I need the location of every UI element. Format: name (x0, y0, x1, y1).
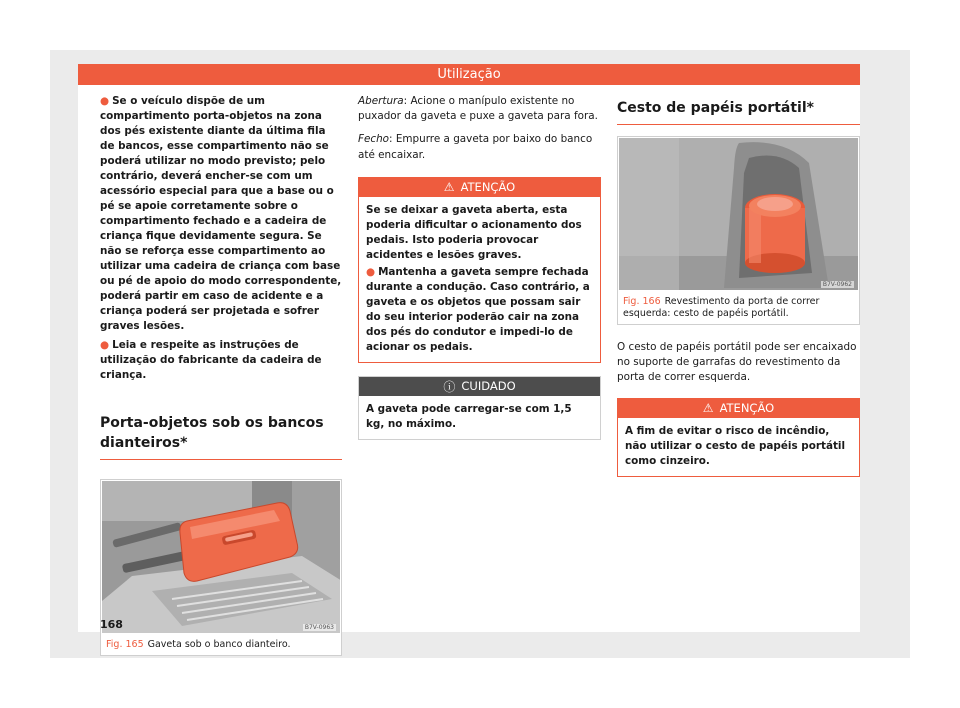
caution-text: A gaveta pode carregar-se com 1,5 kg, no máximo. (366, 402, 572, 430)
bullet-text: Leia e respeite as instruções de utilização do fabricante da cadeira de criança. (100, 339, 322, 381)
section-header (78, 64, 860, 85)
warning-title: ATENÇÃO (719, 401, 775, 416)
warning-box (358, 177, 601, 363)
column-middle (358, 94, 601, 440)
column-left (100, 94, 342, 656)
figure-code: B7V-0962 (822, 281, 852, 288)
caution-box (358, 376, 601, 440)
caution-body (359, 396, 600, 439)
figure-caption (101, 634, 341, 655)
bullet-paragraph (100, 338, 342, 383)
warning-bullet (366, 265, 593, 355)
column-right (617, 94, 860, 477)
warning-title: ATENÇÃO (460, 180, 516, 195)
figure-caption (618, 291, 859, 324)
bullet-paragraph (100, 94, 342, 334)
figure-caption-text: Gaveta sob o banco dianteiro. (147, 639, 291, 650)
waste-bin-illustration (619, 138, 858, 290)
close-label: Fecho (358, 133, 390, 146)
open-text: : Acione o manípulo existente no puxador da gaveta e puxe a gaveta para fora. (358, 95, 598, 123)
warning-body (359, 197, 600, 362)
warning-text: Se se deixar a gaveta aberta, esta poderia dificultar o acionamento dos pedais. Isto poderia provocar acidentes e lesões graves. (366, 203, 582, 261)
section-title: Porta-objetos sob os bancos dianteiros* (100, 413, 342, 460)
figure-number: Fig. 165 (106, 639, 144, 650)
figure-image-drawer (102, 481, 340, 633)
bullet-icon: ● (100, 95, 110, 107)
closing-instructions (358, 132, 601, 162)
warning-bullet-text: Mantenha a gaveta sempre fechada durante a condução. Caso contrário, a gaveta e os objetos que possam sair do seu interior poderão cair na zona dos pés do condutor e impedi-lo de acionar os pedais. (366, 265, 590, 353)
figure-165 (100, 479, 342, 656)
figure-image-bin (619, 138, 858, 290)
figure-166 (617, 136, 860, 325)
figure-code: B7V-0963 (304, 624, 334, 631)
bullet-icon: ● (366, 265, 376, 278)
warning-text: A fim de evitar o risco de incêndio, não utilizar o cesto de papéis portátil como cinzeiro. (625, 424, 846, 467)
body-paragraph: O cesto de papéis portátil pode ser encaixado no suporte de garrafas do revestimento da porta de correr esquerda. (617, 341, 857, 384)
warning-triangle-icon: ⚠ (702, 401, 714, 416)
caution-title: CUIDADO (461, 379, 516, 394)
page-number: 168 (100, 618, 123, 631)
open-label: Abertura (358, 95, 404, 107)
warning-box (617, 398, 860, 477)
close-text: : Empurre a gaveta por baixo do banco até encaixar. (358, 133, 593, 161)
caution-header (359, 377, 600, 396)
section-cesto (617, 98, 860, 125)
section-porta-objetos (100, 413, 342, 460)
drawer-illustration (102, 481, 340, 633)
warning-header (618, 399, 859, 418)
section-header-label: Utilização (437, 67, 501, 82)
section-title: Cesto de papéis portátil* (617, 98, 860, 125)
bullet-icon: ● (100, 339, 110, 351)
warning-header (359, 178, 600, 197)
figure-caption-text: Revestimento da porta de correr esquerda: cesto de papéis portátil. (623, 296, 820, 319)
info-circle-icon: ⓘ (443, 379, 456, 394)
opening-instructions (358, 94, 601, 124)
warning-triangle-icon: ⚠ (443, 180, 455, 195)
bullet-text: Se o veículo dispõe de um compartimento porta-objetos na zona dos pés existente diante da última fila de bancos, esse compartimento não se poderá utilizar no modo previsto; pelo contrário, deverá encher-se com um acessório especial para que a base ou o pé se apoie corretamente sobre o compartimento fechado e a cadeira de criança fique devidamente segura. Se não se reforça esse compartimento ao utilizar uma cadeira de criança com base ou pé de apoio do modo correspondente, poderá partir em caso de acidente e a criança poderá ser projetada e sofrer graves lesões. (100, 95, 342, 332)
warning-body (618, 418, 859, 476)
figure-number: Fig. 166 (623, 296, 661, 307)
